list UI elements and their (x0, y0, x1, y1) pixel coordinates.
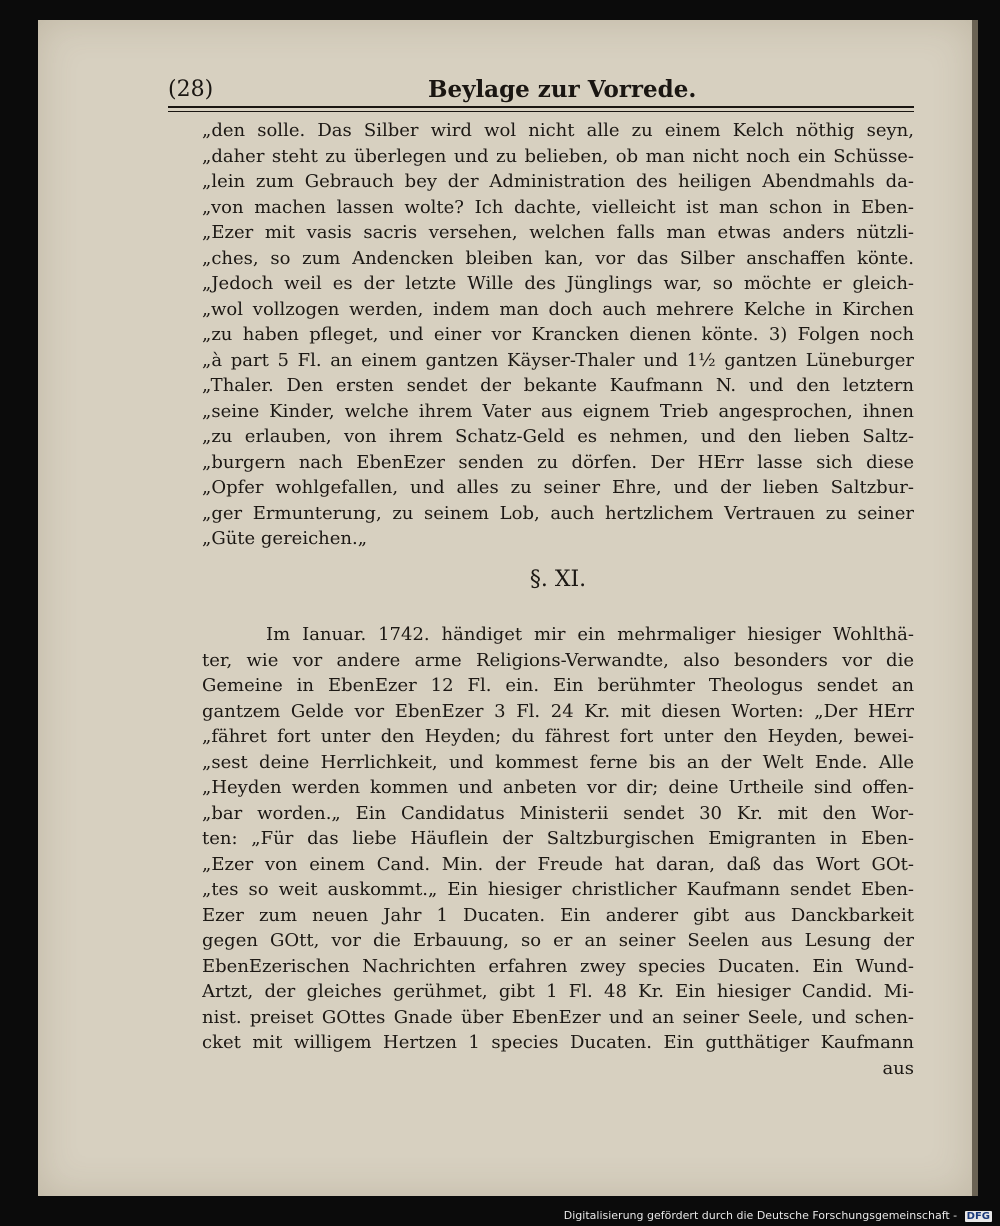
footer-text: Digitalisierung gefördert durch die Deutsche Forschungsgemeinschaft - (563, 1209, 958, 1222)
text-line: „zu haben pfleget, und einer vor Krancken dienen könte. 3) Folgen noch (202, 324, 914, 345)
text-line: „ger Ermunterung, zu seinem Lob, auch hertzlichem Vertrauen zu seiner (202, 502, 914, 524)
page-header (168, 76, 914, 104)
text-line: „Ezer mit vasis sacris versehen, welchen falls man etwas anders nützli- (202, 222, 914, 243)
text-line: ter, wie vor andere arme Religions-Verwandte, also besonders vor die (202, 649, 914, 671)
text-line: „bar worden.„ Ein Candidatus Ministerii sendet 30 Kr. mit den Wor- (202, 802, 914, 824)
text-line: „Güte gereichen.„ (202, 528, 368, 549)
text-line: „sest deine Herrlichkeit, und kommest ferne bis an der Welt Ende. Alle (202, 751, 914, 773)
text-line: „ches, so zum Andencken bleiben kan, vor das Silber anschaffen könte. (202, 247, 914, 269)
text-line: Im Ianuar. 1742. händiget mir ein mehrmaliger hiesiger Wohlthä- (266, 624, 914, 645)
text-line: Artzt, der gleiches gerühmet, gibt 1 Fl. 48 Kr. Ein hiesiger Candid. Mi- (202, 981, 914, 1002)
text-line: „Ezer von einem Cand. Min. der Freude hat daran, daß das Wort GOt- (202, 853, 914, 875)
text-line: „tes so weit auskommt.„ Ein hiesiger christlicher Kaufmann sendet Eben- (202, 879, 914, 900)
text-line: „fähret fort unter den Heyden; du fährest fort unter den Heyden, bewei- (202, 726, 914, 747)
text-line: „daher steht zu überlegen und zu belieben, ob man nicht noch ein Schüsse- (202, 145, 914, 167)
text-line: nist. preiset GOttes Gnade über EbenEzer und an seiner Seele, und schen- (202, 1006, 914, 1028)
text-line: Gemeine in EbenEzer 12 Fl. ein. Ein berühmter Theologus sendet an (202, 675, 914, 696)
text-line: „Heyden werden kommen und anbeten vor dir; deine Urtheile sind offen- (202, 777, 914, 798)
text-line: „Thaler. Den ersten sendet der bekante Kaufmann N. und den letztern (202, 375, 914, 396)
catchword: aus (882, 1057, 914, 1079)
text-line: „zu erlauben, von ihrem Schatz-Geld es nehmen, und den lieben Saltz- (202, 426, 914, 447)
text-line: „wol vollzogen werden, indem man doch auch mehrere Kelche in Kirchen (202, 298, 914, 320)
text-line: „von machen lassen wolte? Ich dachte, vielleicht ist man schon in Eben- (202, 196, 914, 218)
paragraph-section-xi (202, 622, 914, 1081)
text-line: „den solle. Das Silber wird wol nicht alle zu einem Kelch nöthig seyn, (202, 120, 914, 141)
text-line: „burgern nach EbenEzer senden zu dörfen. Der HErr lasse sich diese (202, 451, 914, 473)
text-line: gegen GOtt, vor die Erbauung, so er an seiner Seelen aus Lesung der (202, 930, 914, 951)
digitization-footer (564, 1209, 992, 1222)
text-line: EbenEzerischen Nachrichten erfahren zwey species Ducaten. Ein Wund- (202, 955, 914, 977)
text-line: „à part 5 Fl. an einem gantzen Käyser-Thaler und 1½ gantzen Lüneburger (202, 349, 914, 371)
text-line: „lein zum Gebrauch bey der Administration des heiligen Abendmahls da- (202, 171, 914, 192)
text-line: cket mit willigem Hertzen 1 species Ducaten. Ein gutthätiger Kaufmann (202, 1032, 914, 1053)
text-line: „Opfer wohlgefallen, und alles zu seiner Ehre, und der lieben Saltzbur- (202, 477, 914, 498)
page-number: (28) (168, 77, 214, 102)
section-heading: §. XI. (529, 567, 587, 592)
paragraph-quote (202, 118, 914, 552)
header-rule (168, 106, 914, 112)
text-line: ten: „Für das liebe Häuflein der Saltzburgischen Emigranten in Eben- (202, 828, 914, 849)
text-line: „seine Kinder, welche ihrem Vater aus eignem Trieb angesprochen, ihnen (202, 400, 914, 422)
text-line: gantzem Gelde vor EbenEzer 3 Fl. 24 Kr. mit diesen Worten: „Der HErr (202, 700, 914, 722)
page-edge (972, 20, 978, 1196)
running-head: Beylage zur Vorrede. (428, 76, 697, 103)
dfg-logo: DFG (966, 1211, 990, 1222)
text-line: Ezer zum neuen Jahr 1 Ducaten. Ein anderer gibt aus Danckbarkeit (202, 904, 914, 926)
text-line: „Jedoch weil es der letzte Wille des Jünglings war, so möchte er gleich- (202, 273, 914, 294)
